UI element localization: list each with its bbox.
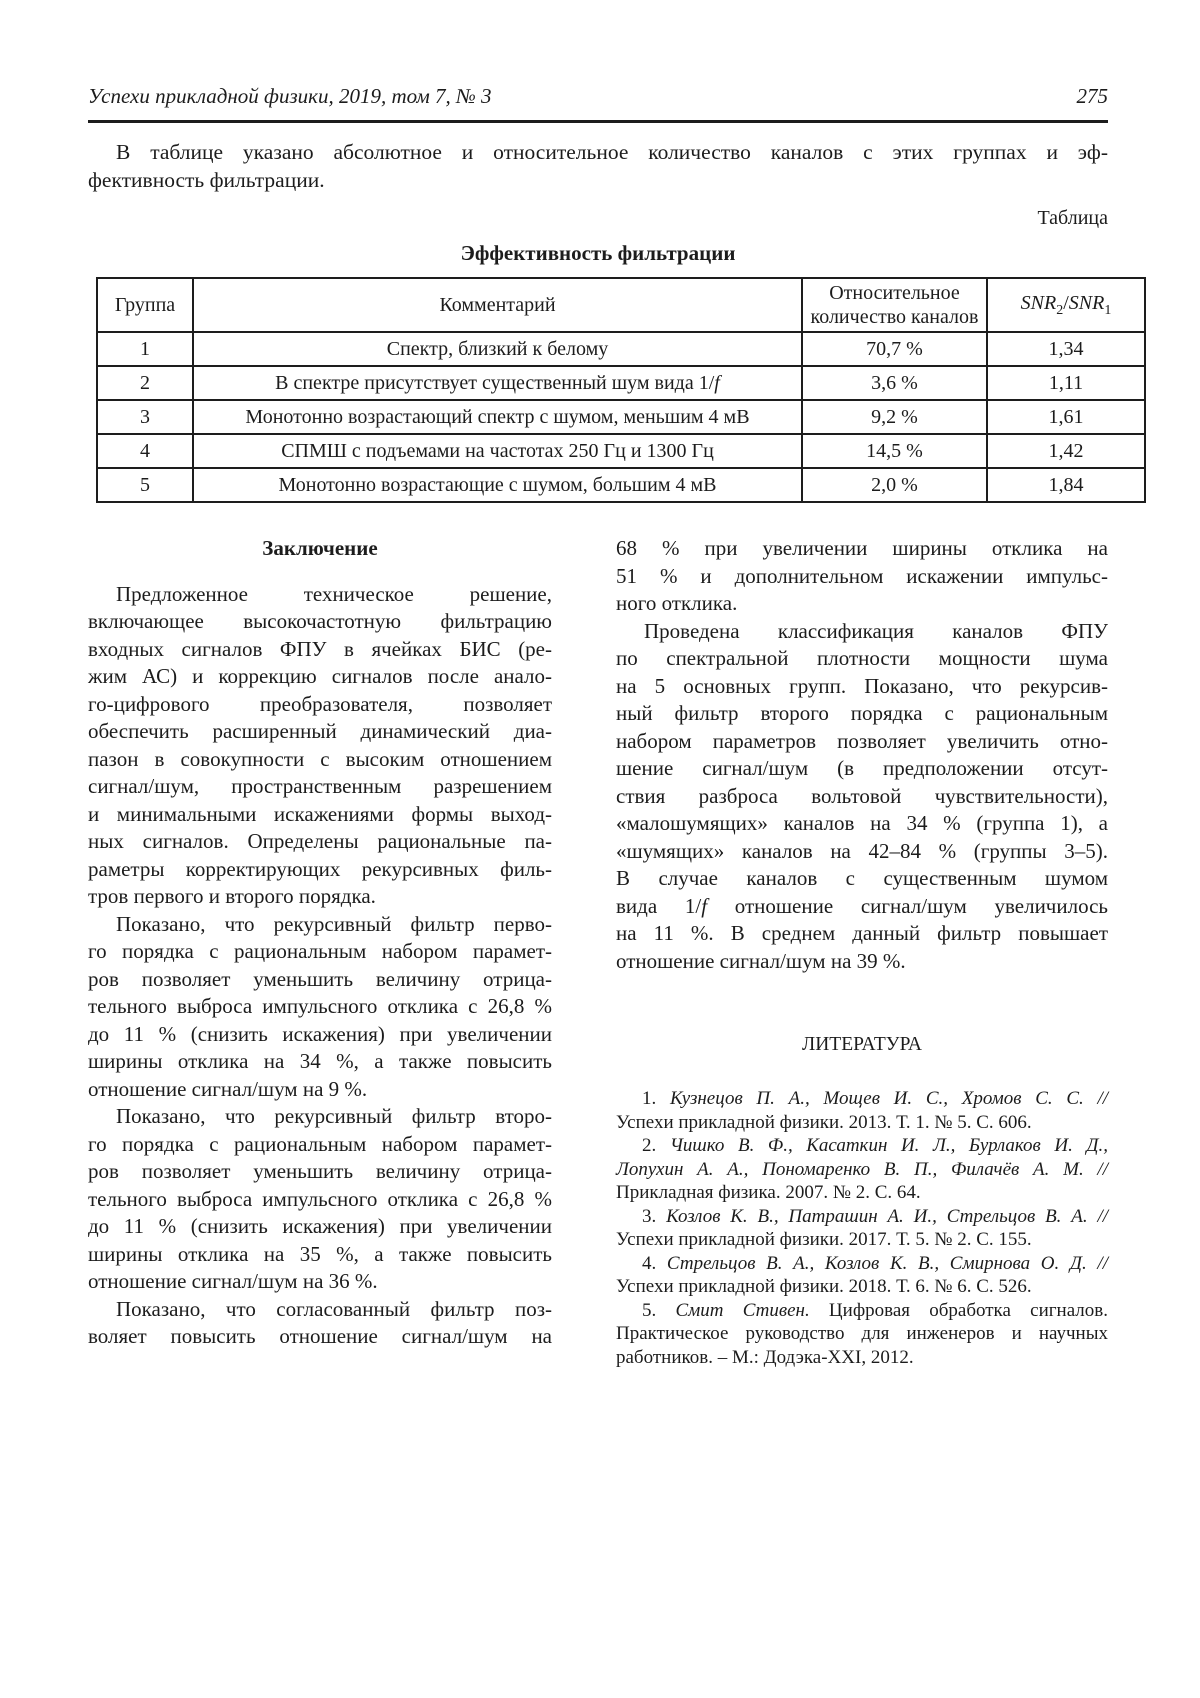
snr-subscript: 2 xyxy=(1056,302,1064,318)
text-line: ного отклика. xyxy=(616,591,738,615)
left-column xyxy=(88,535,552,1369)
text-line: Успехи прикладной физики. 2013. Т. 1. № 5. С. 606. xyxy=(616,1111,1032,1133)
text-line: входных сигналов ФПУ в ячейках БИС (ре- xyxy=(88,636,552,661)
text-line: Предложенное техническое решение, xyxy=(116,581,552,606)
text-line: Показано, что рекурсивный фильтр второ- xyxy=(116,1104,552,1128)
italic-run: Стрельцов В. А., Козлов К. В., Смирнова О. Д. // xyxy=(666,1252,1108,1274)
text-line: работников. – М.: Додэка-XXI, 2012. xyxy=(616,1346,914,1368)
italic-run: f xyxy=(701,893,708,918)
cell-group: 5 xyxy=(97,468,193,502)
effectiveness-table xyxy=(96,277,1146,503)
text-line: шение сигнал/шум (в предположении отсут- xyxy=(616,756,1108,780)
table-header-row xyxy=(97,278,1145,332)
table-header-group: Группа xyxy=(97,278,193,332)
text-run: 4. xyxy=(642,1252,667,1274)
text-run: Спектр, близкий к белому xyxy=(386,337,609,360)
text-line: Прикладная физика. 2007. № 2. С. 64. xyxy=(616,1182,921,1203)
cell-comment xyxy=(193,434,802,468)
text-run: Монотонно возрастающие с шумом, большим 4 мВ xyxy=(278,473,717,496)
text-line: Успехи прикладной физики. 2018. Т. 6. № 6. С. 526. xyxy=(616,1276,1032,1297)
italic-run: Козлов К. В., Патрашин А. И., Стрельцов В. А. // xyxy=(666,1205,1109,1227)
text-line: ный фильтр второго порядка с рациональным xyxy=(616,701,1108,725)
paragraph xyxy=(88,911,552,1104)
snr-subscript: 1 xyxy=(1104,302,1112,318)
text-line: воляет повысить отношение сигнал/шум на xyxy=(88,1324,552,1348)
text-line: В таблице указано абсолютное и относительное количество каналов с этих группах и эф- xyxy=(116,140,1108,164)
text-line: 51 % и дополнительном искажении импульс- xyxy=(616,563,1108,588)
cell-relative-count: 3,6 % xyxy=(802,366,987,400)
text-line xyxy=(616,1252,1108,1276)
italic-run: f xyxy=(714,371,720,394)
text-line: отношение сигнал/шум на 9 %. xyxy=(88,1076,368,1101)
paragraph xyxy=(88,1103,552,1296)
cell-comment xyxy=(193,366,802,400)
text-line xyxy=(616,1134,1108,1158)
italic-run: Кузнецов П. А., Мощев И. С., Хромов С. С. // xyxy=(669,1088,1109,1109)
two-column-text xyxy=(88,535,1108,1369)
table-header-relative-line2: количество каналов xyxy=(810,306,979,328)
text-line: тельного выброса импульсного отклика с 26,8 % xyxy=(88,994,552,1018)
text-line: обеспечить расширенный динамический диа- xyxy=(88,719,552,743)
text-line: 68 % при увеличении ширины отклика на xyxy=(616,536,1108,560)
cell-group: 1 xyxy=(97,332,193,366)
text-run: В спектре присутствует существенный шум вида 1/ xyxy=(275,371,715,394)
cell-relative-count: 14,5 % xyxy=(802,434,987,468)
text-line: ров позволяет уменьшить величину отрица- xyxy=(88,966,552,991)
text-line: фективность фильтрации. xyxy=(88,167,325,192)
cell-relative-count: 2,0 % xyxy=(802,468,987,502)
table-header-comment: Комментарий xyxy=(193,278,802,332)
text-run: 3. xyxy=(642,1205,667,1227)
cell-relative-count: 70,7 % xyxy=(802,332,987,366)
text-line: ров позволяет уменьшить величину отрица- xyxy=(88,1159,552,1183)
table-title: Эффективность фильтрации xyxy=(460,241,736,265)
cell-snr-ratio: 1,61 xyxy=(987,400,1145,434)
snr-slash: / xyxy=(1063,291,1069,314)
text-run: вида 1/ xyxy=(616,893,702,918)
table-label: Таблица xyxy=(1037,207,1108,229)
text-line: до 11 % (снизить искажения) при увеличении xyxy=(88,1214,552,1238)
italic-run: Смит Стивен. xyxy=(675,1299,810,1321)
text-line xyxy=(616,1299,1108,1323)
table-header-relative-line1: Относительное xyxy=(829,282,960,304)
text-line: включающее высокочастотную фильтрацию xyxy=(88,609,552,633)
text-line xyxy=(616,1087,1108,1111)
table-row xyxy=(97,434,1145,468)
reference-item xyxy=(616,1134,1108,1205)
journal-title: Успехи прикладной физики, 2019, том 7, № 3 xyxy=(88,84,492,108)
text-line: «малошумящих» каналов на 34 % (группа 1), а xyxy=(616,811,1108,835)
text-run: 1. xyxy=(642,1088,670,1109)
table-header-relative xyxy=(802,278,987,332)
cell-snr-ratio: 1,84 xyxy=(987,468,1145,502)
header-rule xyxy=(88,120,1108,123)
reference-item xyxy=(616,1299,1108,1370)
snr-symbol: SNR xyxy=(1068,291,1105,314)
text-line: Проведена классификация каналов ФПУ xyxy=(644,618,1108,643)
text-run: Цифровая обработка сигналов. xyxy=(809,1299,1109,1321)
text-line: и минимальными искажениями формы выход- xyxy=(88,801,552,826)
text-line: Практическое руководство для инженеров и научных xyxy=(616,1323,1108,1344)
cell-comment xyxy=(193,468,802,502)
section-heading: Заключение xyxy=(262,536,378,560)
table-row xyxy=(97,468,1145,502)
text-line: набором параметров позволяет увеличить отно- xyxy=(616,728,1108,753)
text-line: ствия разброса вольтовой чувствительности), xyxy=(616,783,1108,808)
text-line: тров первого и второго порядка. xyxy=(88,884,376,908)
text-line xyxy=(616,1205,1108,1229)
text-line: отношение сигнал/шум на 36 %. xyxy=(88,1269,378,1293)
text-line: по спектральной плотности мощности шума xyxy=(616,646,1108,670)
paragraph xyxy=(88,581,552,911)
paragraph xyxy=(616,535,1108,618)
text-line: на 11 %. В среднем данный фильтр повышает xyxy=(616,921,1108,945)
text-line: ширины отклика на 35 %, а также повысить xyxy=(88,1241,552,1266)
cell-snr-ratio: 1,11 xyxy=(987,366,1145,400)
text-line xyxy=(616,1158,1108,1182)
cell-relative-count: 9,2 % xyxy=(802,400,987,434)
paragraph xyxy=(88,1296,552,1351)
cell-group: 2 xyxy=(97,366,193,400)
cell-snr-ratio: 1,34 xyxy=(987,332,1145,366)
text-line: го порядка с рациональным набором парамет- xyxy=(88,1131,552,1156)
reference-item xyxy=(616,1087,1108,1134)
text-line: го порядка с рациональным набором парамет- xyxy=(88,939,552,963)
italic-run: Лопухин А. А., Пономаренко В. П., Филачёв А. М. // xyxy=(616,1158,1108,1180)
cell-group: 3 xyxy=(97,400,193,434)
table-row xyxy=(97,366,1145,400)
text-line: «шумящих» каналов на 42–84 % (группы 3–5). xyxy=(616,838,1108,863)
table-header-snr xyxy=(987,278,1145,332)
text-line: ширины отклика на 34 %, а также повысить xyxy=(88,1049,552,1073)
references-heading: ЛИТЕРАТУРА xyxy=(802,1034,922,1055)
reference-item xyxy=(616,1205,1108,1252)
text-run: СПМШ с подъемами на частотах 250 Гц и 1300 Гц xyxy=(281,439,714,462)
table-row xyxy=(97,400,1145,434)
text-run: 2. xyxy=(642,1135,670,1156)
paragraph xyxy=(88,139,1108,194)
text-line: ных сигналов. Определены рациональные па- xyxy=(88,829,552,853)
snr-symbol: SNR xyxy=(1020,291,1057,314)
text-line: сигнал/шум, пространственным разрешением xyxy=(88,774,552,798)
page-number: 275 xyxy=(1076,84,1108,108)
running-header xyxy=(88,84,1108,108)
text-line: Показано, что согласованный фильтр поз- xyxy=(116,1296,552,1321)
text-run: отношение сигнал/шум увеличилось xyxy=(707,893,1109,918)
paragraph xyxy=(616,618,1108,976)
text-line: до 11 % (снизить искажения) при увеличении xyxy=(88,1021,552,1046)
reference-item xyxy=(616,1252,1108,1299)
cell-group: 4 xyxy=(97,434,193,468)
cell-comment xyxy=(193,332,802,366)
cell-snr-ratio: 1,42 xyxy=(987,434,1145,468)
text-run: Монотонно возрастающий спектр с шумом, меньшим 4 мВ xyxy=(245,405,750,428)
text-line: тельного выброса импульсного отклика с 26,8 % xyxy=(88,1186,552,1211)
italic-run: Чишко В. Ф., Касаткин И. Л., Бурлаков И. Д., xyxy=(669,1135,1108,1156)
text-line: на 5 основных групп. Показано, что рекурсив- xyxy=(616,673,1108,698)
cell-comment xyxy=(193,400,802,434)
text-line xyxy=(616,893,1108,921)
text-line: пазон в совокупности с высоким отношением xyxy=(88,746,552,771)
text-line: го-цифрового преобразователя, позволяет xyxy=(88,691,552,716)
text-line: Показано, что рекурсивный фильтр перво- xyxy=(116,911,552,936)
intro-paragraph xyxy=(88,139,1108,194)
text-run: 5. xyxy=(642,1299,676,1321)
text-line: отношение сигнал/шум на 39 %. xyxy=(616,948,906,973)
text-line: раметры корректирующих рекурсивных филь- xyxy=(88,856,552,881)
table-row xyxy=(97,332,1145,366)
text-line: В случае каналов с существенным шумом xyxy=(616,866,1108,890)
text-line: жим АС) и коррекцию сигналов после анало- xyxy=(88,664,552,688)
text-line: Успехи прикладной физики. 2017. Т. 5. № 2. С. 155. xyxy=(616,1229,1032,1250)
right-column xyxy=(616,535,1108,1369)
